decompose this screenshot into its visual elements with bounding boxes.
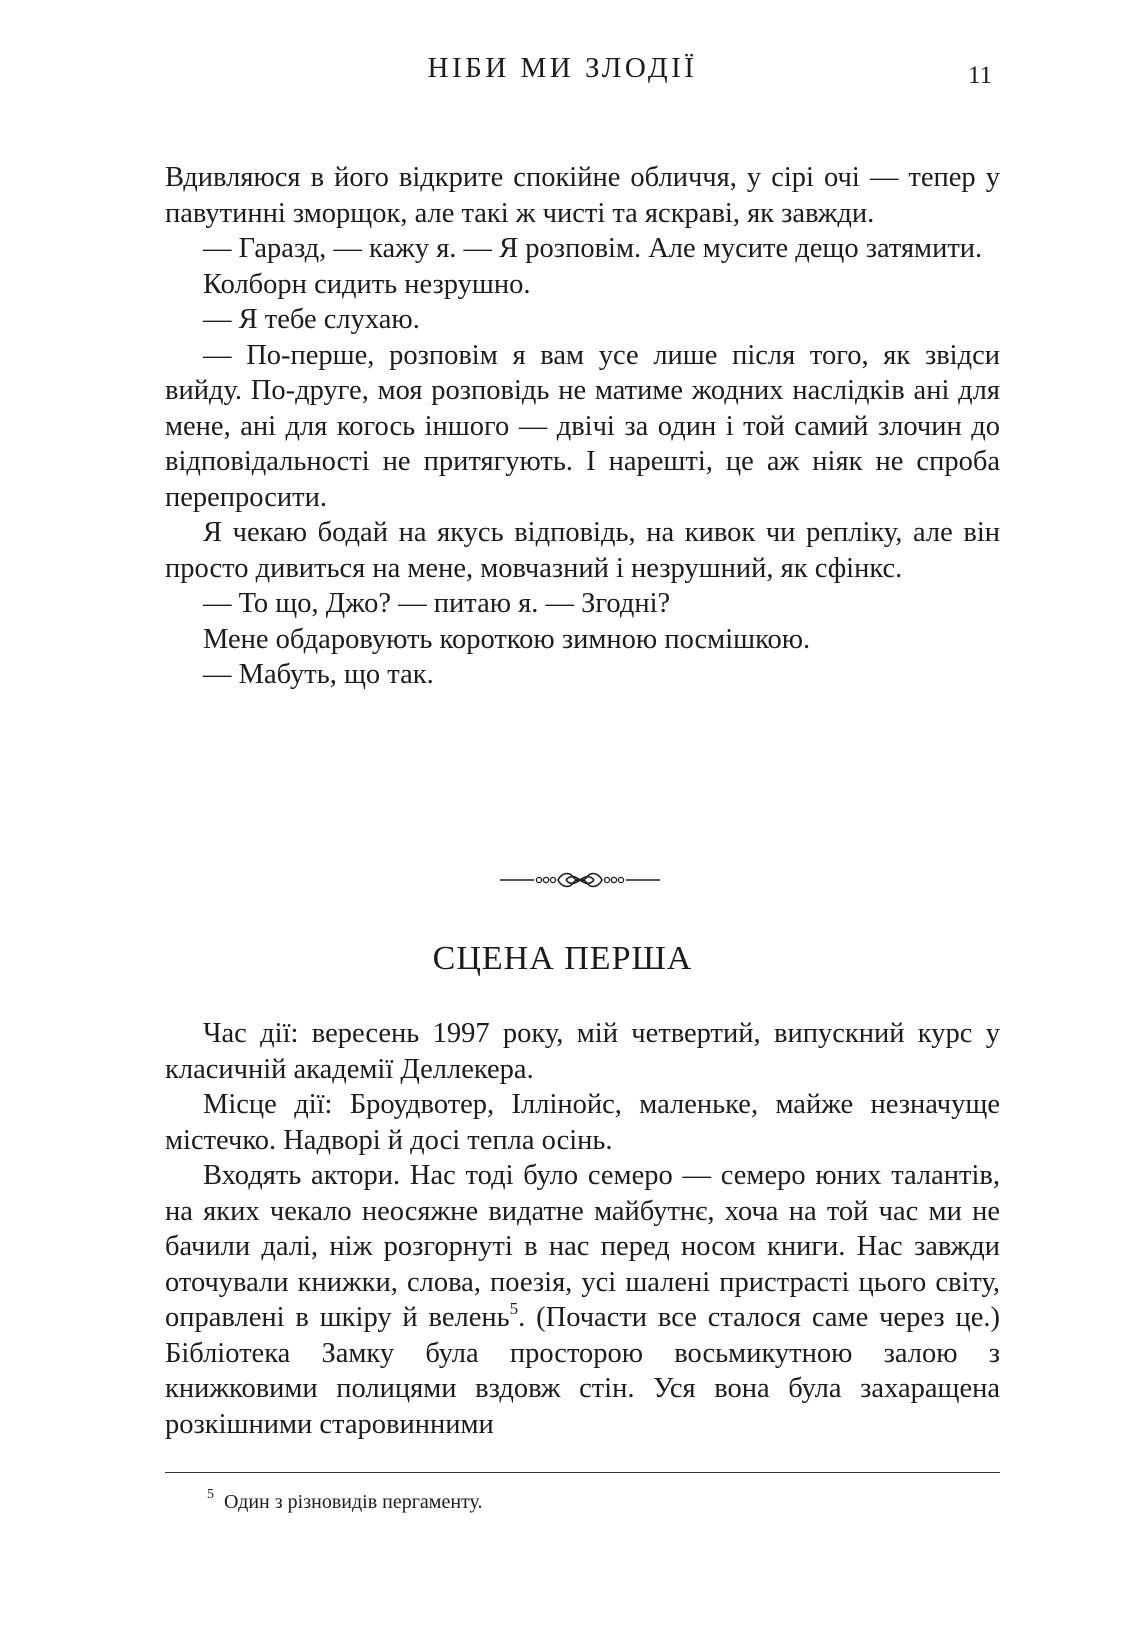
scene-title: СЦЕНА ПЕРША bbox=[432, 940, 693, 977]
paragraph: — Я тебе слухаю. bbox=[203, 304, 420, 335]
paragraph: Колборн сидить незрушно. bbox=[203, 268, 531, 300]
ornament-divider-icon bbox=[500, 869, 660, 891]
paragraph: — По-перше, розповім я вам усе лише після того, як звідси вийду. По-друге, моя розповідь не матиме жодних наслідків ані для мене, ані для когось іншого — двічі за один і той самий злочин до відповідальності не притягують. І нарешті, це аж ніяк не спроба перепросити. bbox=[165, 339, 1000, 513]
scene-text bbox=[165, 1016, 1000, 1442]
paragraph: Місце дії: Броудвотер, Іллінойс, маленьке, майже незначуще містечко. Надворі й досі тепла осінь. bbox=[165, 1089, 1000, 1156]
paragraph: Час дії: вересень 1997 року, мій четвертий, випускний курс у класичній академії Деллекера. bbox=[165, 1018, 1000, 1085]
page-number: 11 bbox=[968, 62, 993, 89]
paragraph: — Гаразд, — кажу я. — Я розповім. Але мусите дещо затямити. bbox=[203, 233, 983, 264]
footnote bbox=[207, 1488, 483, 1516]
footnote-text: Один з різновидів пергаменту. bbox=[224, 1491, 483, 1513]
footnote-divider bbox=[165, 1472, 1000, 1473]
paragraph: Вдивляюся в його відкрите спокійне обличчя, у сірі очі — тепер у павутинні зморщок, але такі ж чисті та яскраві, як завжди. bbox=[165, 162, 1000, 229]
running-title: НІБИ МИ ЗЛОДІЇ bbox=[427, 52, 698, 84]
paragraph: — Мабуть, що так. bbox=[203, 659, 434, 690]
paragraph-text: Входять актори. Нас тоді було семеро — семеро юних талантів, на яких чекало неосяжне видатне майбутнє, хоча на той час ми не бачили далі, ніж розгорнуті в нас перед носом книги. Нас завжди оточували книжки, слова, поезія, усі шалені пристрасті цього світу, оправлені в шкіру й велень bbox=[165, 1160, 1000, 1333]
footnote-marker: 5 bbox=[207, 1487, 214, 1503]
paragraph: — То що, Джо? — питаю я. — Згодні? bbox=[203, 588, 671, 619]
paragraph bbox=[165, 1158, 1000, 1442]
footnote-reference: 5 bbox=[509, 1298, 519, 1318]
paragraph-text: . (Почасти все сталося саме через це.) Бібліотека Замку була просторою восьмикутною залою з книжковими полицями вздовж стін. Уся вона була захаращена розкішними старовинними bbox=[165, 1302, 1000, 1440]
paragraph: Я чекаю бодай на якусь відповідь, на кивок чи репліку, але він просто дивиться на мене, мовчазний і незрушний, як сфінкс. bbox=[165, 517, 1000, 584]
paragraph: Мене обдаровують короткою зимною посмішкою. bbox=[203, 623, 811, 655]
opening-text bbox=[165, 160, 1000, 693]
